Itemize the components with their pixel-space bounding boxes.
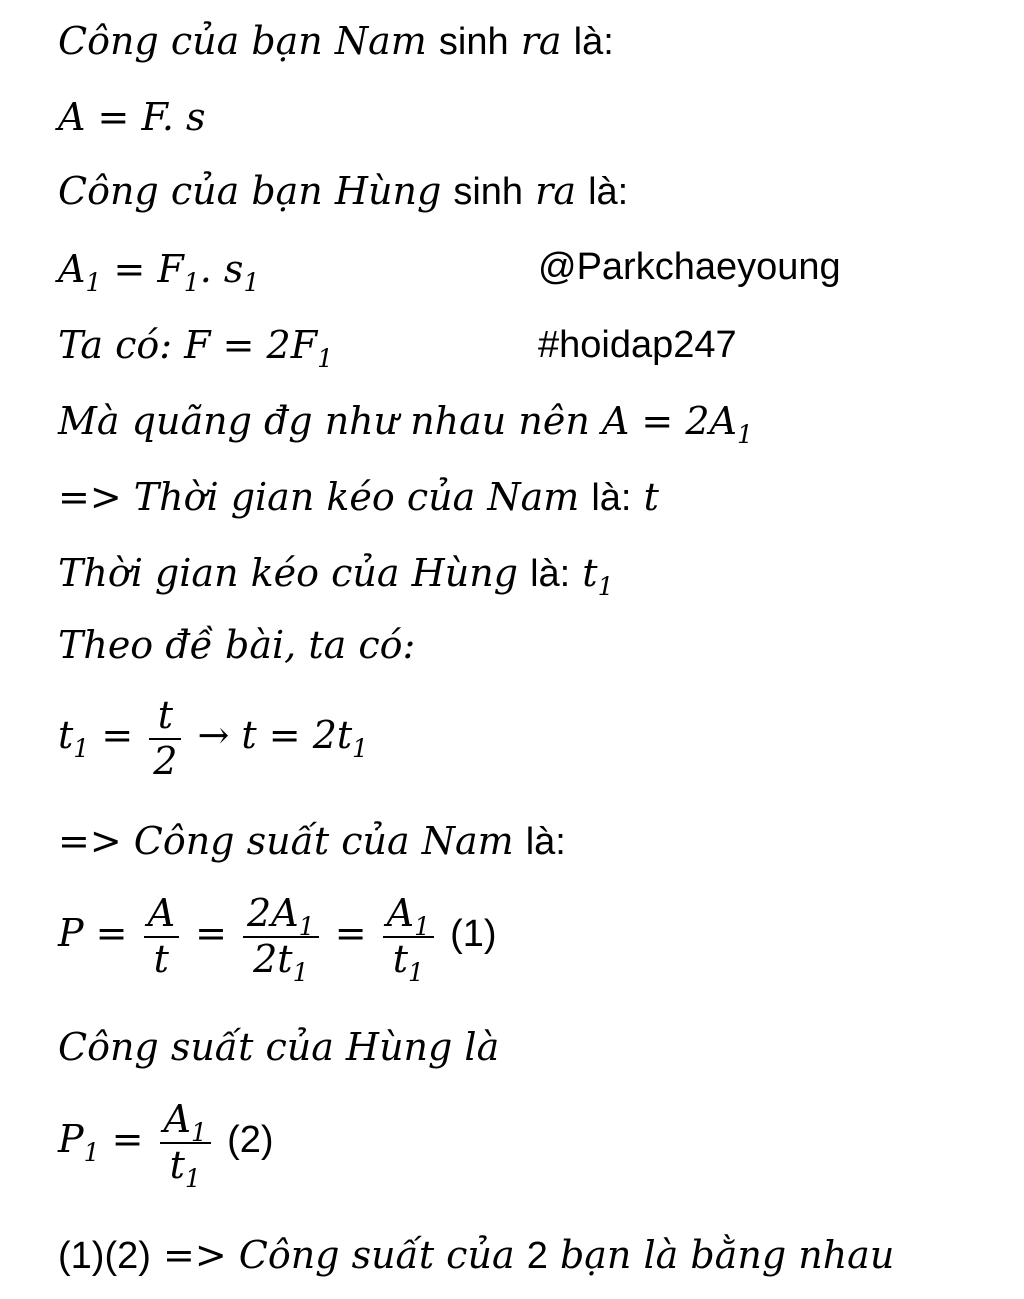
author-tag: @Parkchaeyoung (538, 246, 841, 288)
line-2: A = F. s (58, 95, 206, 139)
fraction-2a1-over-2t1: $\frac{2A_1}{2t_1}$ (243, 892, 319, 981)
line-8: Thời gian kéo của Hùng là: $t_1$ (58, 551, 614, 601)
line-3: Công của bạn Hùng sinh ra là: (58, 169, 629, 213)
line-4: $A_1 = F_1$. $s_1$ (58, 247, 260, 297)
hashtag-tag: #hoidap247 (538, 324, 737, 366)
line-1: Công của bạn Nam sinh ra là: (58, 19, 614, 63)
line-14: $P_1$ = $\frac{A_1}{t_1}$ (2) (58, 1097, 274, 1193)
line-10: $t_1$ = $\frac{t}{2}$ → $t = 2t_1$ (58, 693, 369, 783)
line-5: Ta có: $F = 2F_1$ (58, 323, 334, 373)
line-15: (1)(2) => Công suất của 2 bạn là bằng nhau (58, 1233, 895, 1277)
line-13: Công suất của Hùng là (58, 1025, 500, 1069)
line-12: P = $\frac{A}{t}$ = $\frac{2A_1}{2t_1}$ = $\frac{A_1}{t_1}$ (1) (58, 891, 497, 987)
line-11: => Công suất của Nam là: (58, 819, 566, 863)
fraction-t-over-2: $\frac{t}{2}$ (149, 694, 181, 783)
fraction-a-over-t: $\frac{A}{t}$ (144, 892, 179, 981)
fraction-a1-over-t1-2: $\frac{A_1}{t_1}$ (160, 1098, 211, 1187)
line-9: Theo đề bài, ta có: (58, 623, 416, 667)
line-6: Mà quãng đg như nhau nên $A = 2A_1$ (58, 399, 753, 449)
fraction-a1-over-t1: $\frac{A_1}{t_1}$ (383, 892, 434, 981)
line-7: => Thời gian kéo của Nam là: t (58, 475, 659, 519)
